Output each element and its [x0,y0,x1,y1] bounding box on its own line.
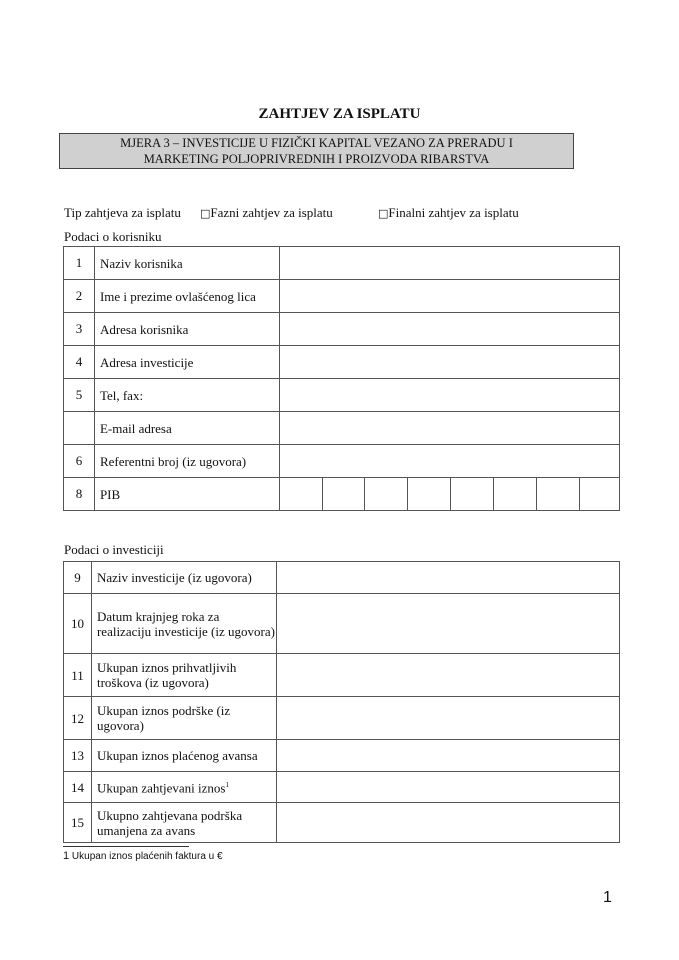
row-label-text: Ukupan zahtjevani iznos [96,780,226,796]
checkbox-icon[interactable]: □ [200,207,211,220]
table-row [64,346,620,379]
section-heading-investment: Podaci o investiciji [64,542,164,557]
email-field[interactable] [279,412,619,445]
table-row [64,412,620,445]
row-number: 14 [64,772,92,803]
row-number: 2 [64,280,95,313]
footnote-marker: 1 [225,781,229,790]
row-label: E-mail adresa [94,412,279,445]
support-amount-field[interactable] [276,697,619,740]
phone-fax-field[interactable] [279,379,619,412]
row-number: 3 [64,313,95,346]
page-number: 1 [603,889,612,906]
table-row [64,313,620,346]
table-row [64,445,620,478]
row-number: 11 [64,654,92,697]
table-row [64,379,620,412]
pib-digit-cell[interactable] [365,478,408,511]
pib-digit-cell[interactable] [494,478,537,511]
row-label: PIB [94,478,279,511]
row-label: Datum krajnjeg roka za realizaciju investicije (iz ugovora) [91,594,276,654]
investment-address-field[interactable] [279,346,619,379]
pib-digit-cell[interactable] [451,478,494,511]
row-label: Adresa investicije [94,346,279,379]
authorized-person-field[interactable] [279,280,619,313]
table-row [64,562,620,594]
requested-support-net-field[interactable] [276,803,619,843]
table-row [64,740,620,772]
row-label: Ime i prezime ovlašćenog lica [94,280,279,313]
reference-number-field[interactable] [279,445,619,478]
measure-line-2: MARKETING POLJOPRIVREDNIH I PROIZVODA RIBARSTVA [143,152,490,166]
table-row [64,697,620,740]
table-row [64,772,620,803]
row-number: 12 [64,697,92,740]
beneficiary-address-field[interactable] [279,313,619,346]
footnote-divider [63,846,189,847]
pib-digit-cell[interactable] [408,478,451,511]
row-label: Ukupan iznos podrške (iz ugovora) [91,697,276,740]
row-number: 8 [64,478,95,511]
row-label: Tel, fax: [94,379,279,412]
option-final-payment[interactable] [378,205,519,221]
option-partial-label: Fazni zahtjev za isplatu [210,205,333,220]
row-number: 10 [64,594,92,654]
table-row [64,594,620,654]
row-number [64,412,95,445]
option-partial-payment[interactable] [200,205,333,221]
measure-line-1: MJERA 3 – INVESTICIJE U FIZIČKI KAPITAL VEZANO ZA PRERADU I [120,136,513,150]
row-label: Naziv korisnika [94,247,279,280]
investment-name-field[interactable] [276,562,619,594]
option-final-label: Finalni zahtjev za isplatu [388,205,519,220]
row-number: 9 [64,562,92,594]
row-label: Ukupan iznos prihvatljivih troškova (iz ugovora) [91,654,276,697]
requested-amount-field[interactable] [276,772,619,803]
section-heading-beneficiary: Podaci o korisniku [64,229,162,244]
table-row [64,478,620,511]
document-title: ZAHTJEV ZA ISPLATU [258,106,421,122]
row-number: 4 [64,346,95,379]
beneficiary-name-field[interactable] [279,247,619,280]
row-label: Referentni broj (iz ugovora) [94,445,279,478]
advance-paid-field[interactable] [276,740,619,772]
pib-digit-cell[interactable] [279,478,322,511]
footnote [63,850,223,862]
row-label [91,772,276,803]
row-number: 6 [64,445,95,478]
eligible-costs-field[interactable] [276,654,619,697]
table-row [64,654,620,697]
row-label: Adresa korisnika [94,313,279,346]
row-label: Ukupno zahtjevana podrška umanjena za avans [91,803,276,843]
checkbox-icon[interactable]: □ [378,207,389,220]
table-row [64,247,620,280]
pib-digit-cell[interactable] [322,478,365,511]
row-number: 1 [64,247,95,280]
footnote-text: Ukupan iznos plaćenih faktura u € [71,851,223,862]
investment-table [63,561,620,843]
deadline-date-field[interactable] [276,594,619,654]
pib-digit-cell[interactable] [537,478,580,511]
pib-digit-cell[interactable] [580,478,620,511]
footnote-number: 1 [63,850,70,862]
request-type-label: Tip zahtjeva za isplatu [64,205,181,220]
beneficiary-table [63,246,620,511]
row-number: 15 [64,803,92,843]
row-label: Naziv investicije (iz ugovora) [91,562,276,594]
table-row [64,280,620,313]
table-row [64,803,620,843]
row-number: 5 [64,379,95,412]
row-number: 13 [64,740,92,772]
measure-header-box [59,133,574,169]
row-label: Ukupan iznos plaćenog avansa [91,740,276,772]
